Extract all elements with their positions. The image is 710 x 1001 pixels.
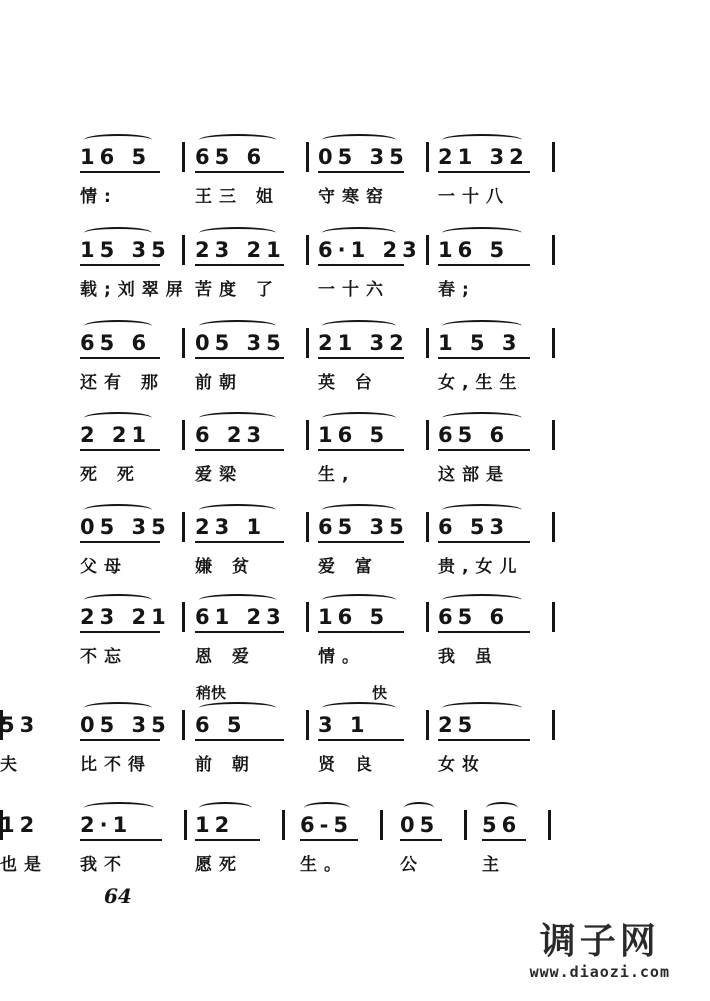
measure-lyrics: 王三 姐 [195, 187, 280, 207]
notes-row [0, 514, 710, 554]
measure-lyrics: 爱 富 [318, 557, 379, 577]
lyrics-row [0, 754, 710, 794]
measure-lyrics: 一十六 [318, 280, 390, 300]
measure-lyrics: 也是 [0, 855, 48, 875]
measure-lyrics: 嫌 贫 [195, 557, 256, 577]
measure-notes: 15 35 [80, 238, 171, 262]
measure-notes: 6 5 [195, 713, 247, 737]
measure-lyrics: 生, [318, 465, 356, 485]
measure-lyrics: 载;刘翠屏 [80, 280, 190, 300]
notes-row [0, 330, 710, 370]
tempo-marks-row [0, 684, 710, 724]
measure-lyrics: 女,生生 [438, 373, 524, 393]
watermark [530, 922, 670, 982]
measure-notes: 05 35 [80, 713, 171, 737]
measure-notes: 05 35 [318, 145, 409, 169]
measure-lyrics: 夫 [0, 755, 24, 775]
measure-notes: 6 53 [438, 515, 510, 539]
measure-lyrics: 爱梁 [195, 465, 243, 485]
measure-lyrics: 守寒窑 [318, 187, 390, 207]
measure-lyrics: 贤 良 [318, 755, 379, 775]
measure-lyrics: 不忘 [80, 647, 128, 667]
tempo-mark: 快 [372, 684, 388, 702]
measure-notes: 05 35 [80, 515, 171, 539]
lyrics-row [0, 372, 710, 412]
measure-lyrics: 死 死 [80, 465, 141, 485]
measure-notes: 05 [400, 813, 440, 837]
measure-notes: 6·1 23 [318, 238, 422, 262]
measure-notes: 3 1 [318, 713, 370, 737]
measure-lyrics: 前 朝 [195, 755, 256, 775]
measure-lyrics: 前朝 [195, 373, 243, 393]
measure-notes: 05 35 [195, 331, 286, 355]
notes-row [0, 422, 710, 462]
measure-lyrics: 生。 [300, 855, 348, 875]
page-number: 64 [104, 884, 132, 908]
measure-lyrics: 比不得 [80, 755, 152, 775]
measure-lyrics: 我不 [80, 855, 128, 875]
measure-lyrics: 这部是 [438, 465, 510, 485]
measure-notes: 25 [438, 713, 478, 737]
measure-notes: 16 5 [318, 605, 390, 629]
lyrics-row [0, 464, 710, 504]
measure-lyrics: 父母 [80, 557, 128, 577]
measure-notes: 12 [195, 813, 235, 837]
measure-notes: 65 6 [80, 331, 152, 355]
notes-row [0, 237, 710, 277]
measure-notes: 23 21 [195, 238, 286, 262]
measure-notes: 65 6 [195, 145, 267, 169]
measure-notes: 56 [482, 813, 522, 837]
measure-notes: 16 5 [318, 423, 390, 447]
tempo-mark: 稍快 [196, 684, 227, 702]
measure-notes: 6 23 [195, 423, 267, 447]
measure-notes: 23 1 [195, 515, 267, 539]
measure-lyrics: 英 台 [318, 373, 379, 393]
measure-notes: 65 6 [438, 605, 510, 629]
notes-row [0, 144, 710, 184]
lyrics-row [0, 186, 710, 226]
measure-notes: 16 5 [80, 145, 152, 169]
measure-notes: 65 35 [318, 515, 409, 539]
measure-lyrics: 公 [400, 855, 424, 875]
measure-lyrics: 贵,女儿 [438, 557, 524, 577]
measure-lyrics: 情: [80, 187, 118, 207]
measure-notes: 2 21 [80, 423, 152, 447]
lyrics-row [0, 646, 710, 686]
measure-notes: 23 21 [80, 605, 171, 629]
measure-notes: 12 [0, 813, 40, 837]
measure-lyrics: 情。 [318, 647, 366, 667]
lyrics-row [0, 556, 710, 596]
measure-lyrics: 愿死 [195, 855, 243, 875]
measure-notes: 21 32 [318, 331, 409, 355]
lyrics-row [0, 279, 710, 319]
measure-lyrics: 春; [438, 280, 476, 300]
measure-lyrics: 苦度 了 [195, 280, 280, 300]
notes-row [0, 604, 710, 644]
measure-notes: 6-5 [300, 813, 353, 837]
measure-lyrics: 女妆 [438, 755, 486, 775]
measure-notes: 1 5 3 [438, 331, 522, 355]
measure-lyrics: 恩 爱 [195, 647, 256, 667]
measure-lyrics: 我 虽 [438, 647, 499, 667]
notes-row [0, 812, 710, 852]
measure-notes: 21 32 [438, 145, 529, 169]
measure-notes: 65 6 [438, 423, 510, 447]
measure-lyrics: 一十八 [438, 187, 510, 207]
watermark-url[interactable]: www.diaozi.com [529, 963, 670, 981]
watermark-site-name: 调子网 [539, 921, 660, 962]
measure-lyrics: 还有 那 [80, 373, 165, 393]
measure-notes: 53 [0, 713, 40, 737]
measure-notes: 61 23 [195, 605, 286, 629]
measure-lyrics: 主 [482, 855, 506, 875]
measure-notes: 2·1 [80, 813, 133, 837]
measure-notes: 16 5 [438, 238, 510, 262]
